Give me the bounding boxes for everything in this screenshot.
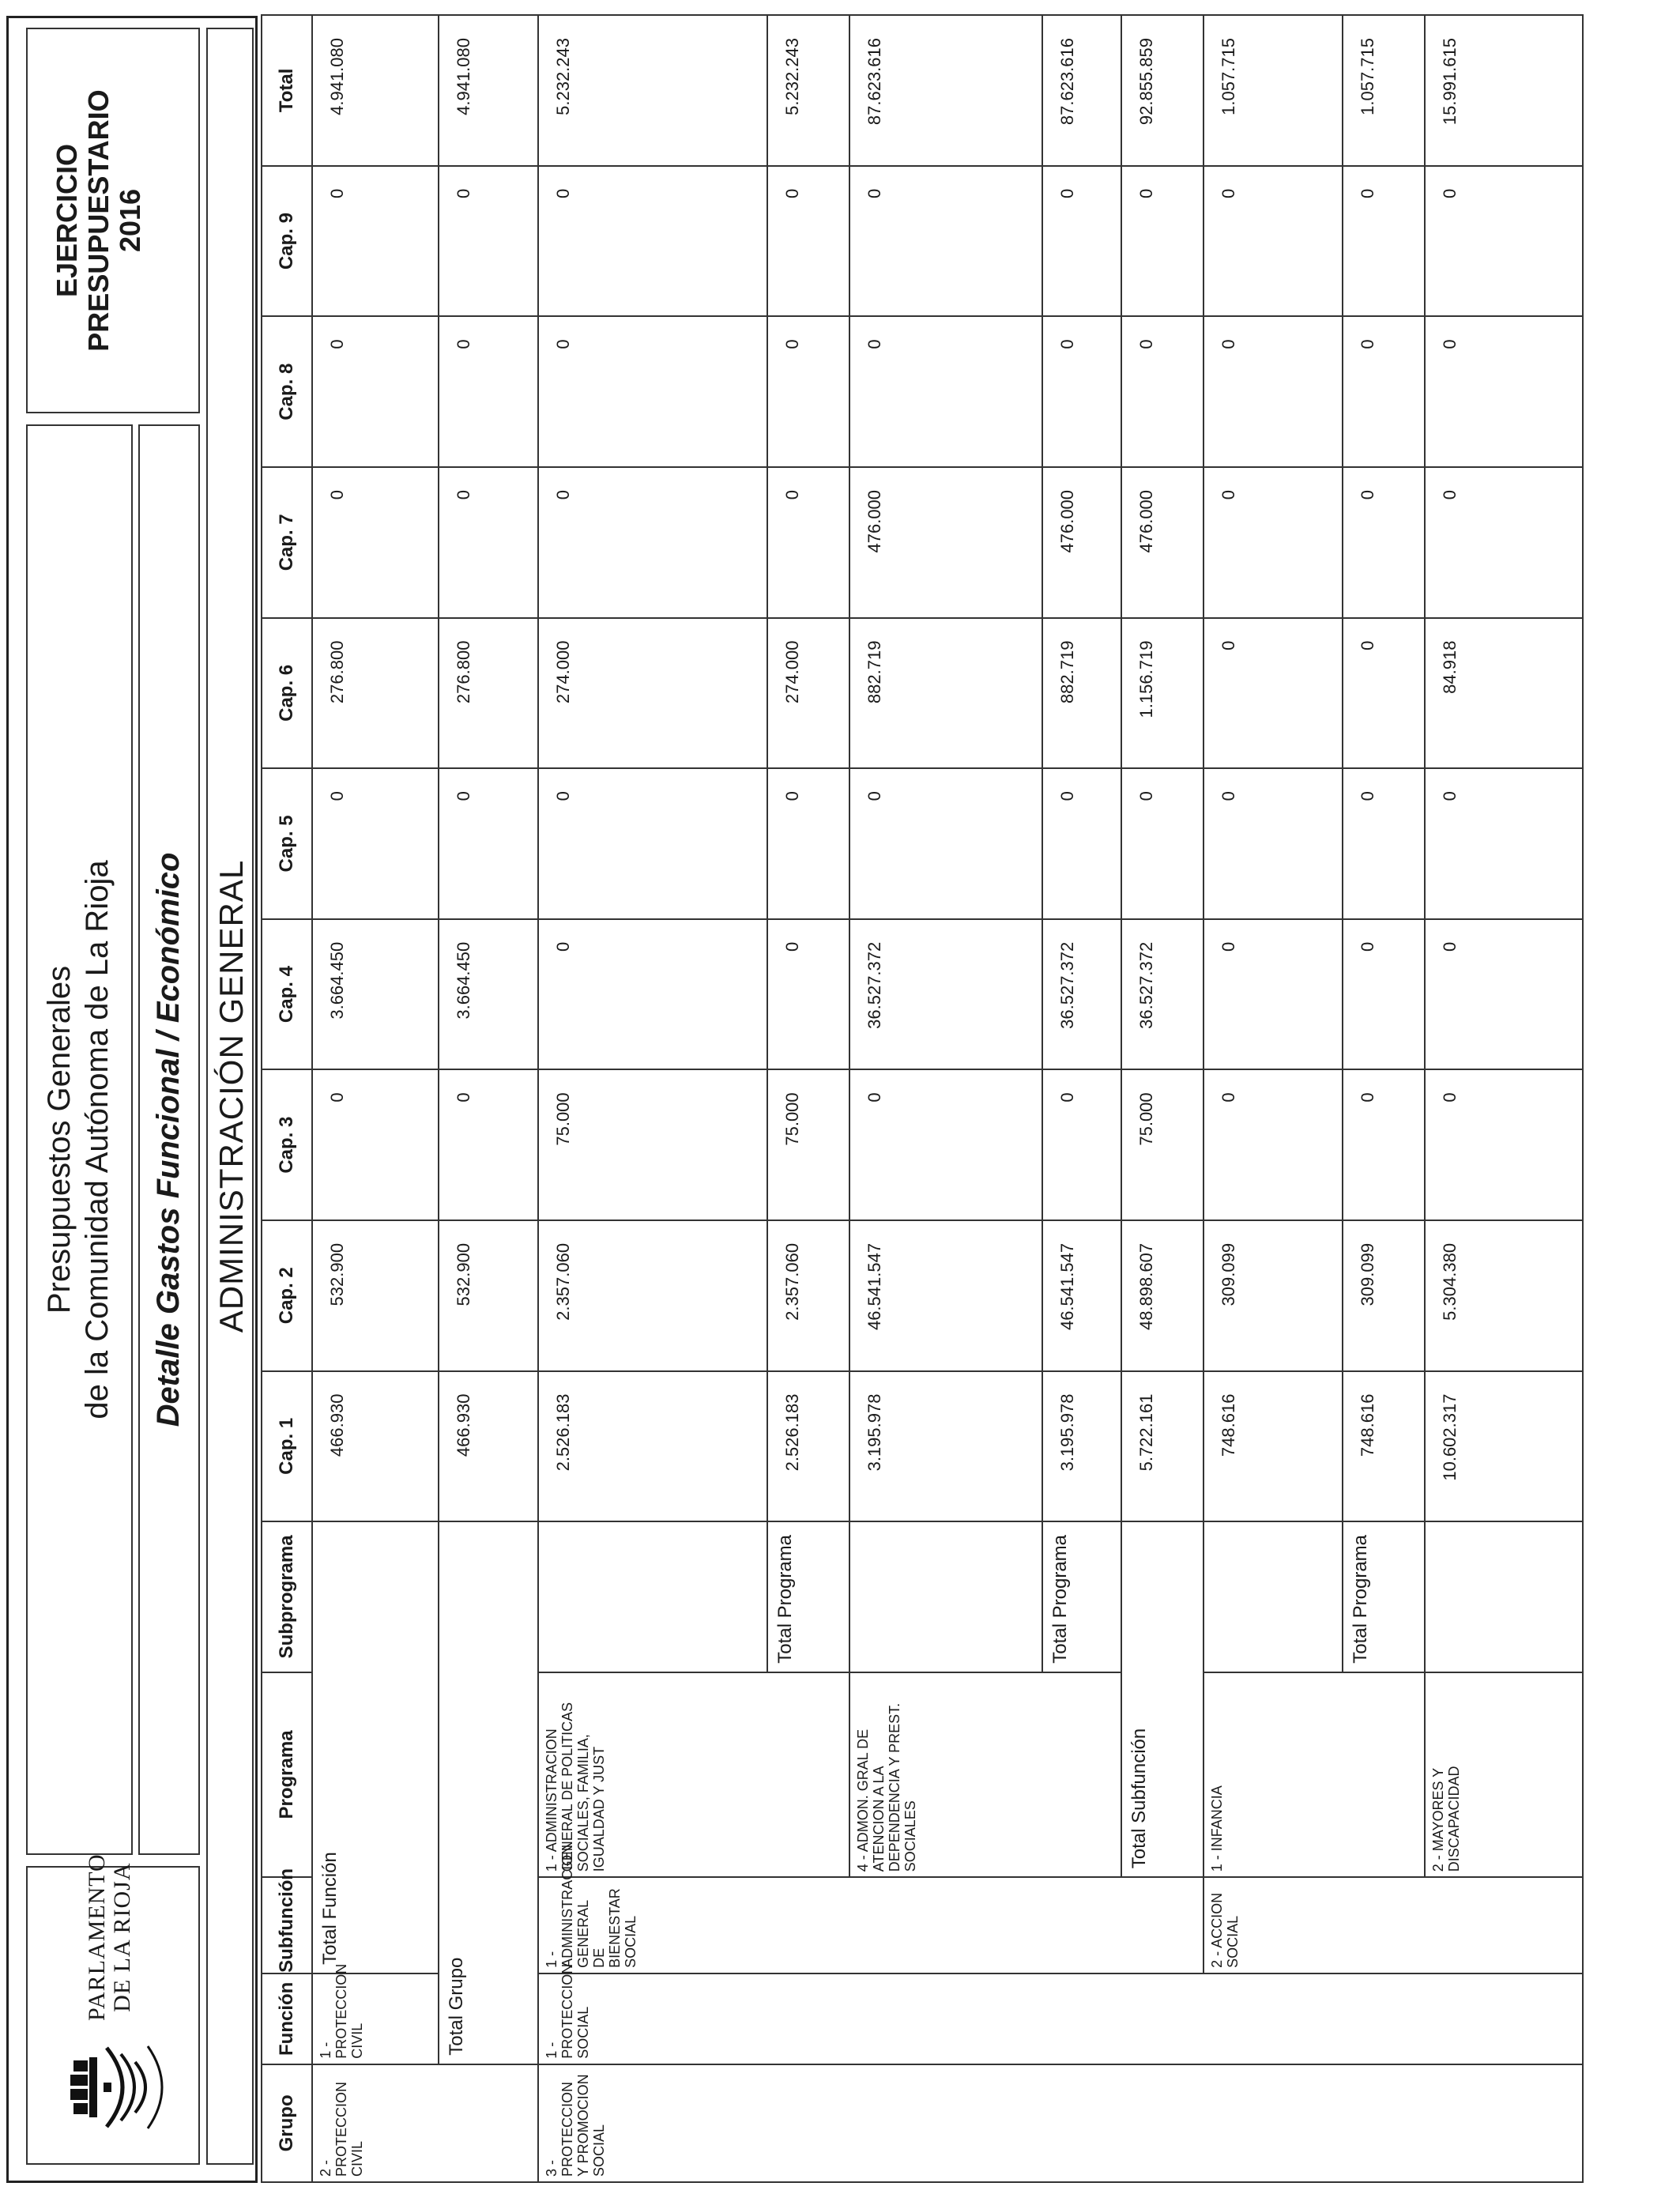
grupo-cell: 3 - PROTECCION Y PROMOCION SOCIAL: [538, 2064, 1583, 2182]
table-row: [312, 15, 439, 2182]
value-cell: 5.304.380: [1425, 1220, 1583, 1371]
value-cell: 466.930: [439, 1371, 538, 1522]
value-cell: 532.900: [439, 1220, 538, 1371]
funcion-cell: 1 - PROTECCION SOCIAL: [538, 1973, 1583, 2064]
value-cell: 0: [312, 1069, 439, 1220]
fiscal-year-panel: [26, 28, 200, 413]
value-cell: 0: [1425, 467, 1583, 618]
col-header: Cap. 5: [262, 768, 312, 919]
value-cell: 36.527.372: [1121, 919, 1203, 1070]
col-header: Cap. 1: [262, 1371, 312, 1522]
value-cell: 0: [312, 166, 439, 317]
value-cell: 0: [312, 768, 439, 919]
col-header: Cap. 8: [262, 316, 312, 467]
value-cell: 0: [1343, 768, 1425, 919]
value-cell: 0: [1343, 467, 1425, 618]
value-cell: 0: [1425, 316, 1583, 467]
value-cell: 882.719: [849, 618, 1042, 769]
title-line-2: de la Comunidad Autónoma de La Rioja: [80, 860, 115, 1419]
col-header: Función: [262, 1973, 312, 2064]
value-cell: 0: [849, 166, 1042, 317]
value-cell: 2.357.060: [538, 1220, 767, 1371]
value-cell: 75.000: [767, 1069, 849, 1220]
programa-cell: 2 - MAYORES Y DISCAPACIDAD: [1425, 1672, 1583, 1878]
col-header: Programa: [262, 1672, 312, 1878]
value-cell: 0: [849, 768, 1042, 919]
value-cell: 36.527.372: [1042, 919, 1121, 1070]
value-cell: 0: [439, 768, 538, 919]
programa-cell: 1 - ADMINISTRACION GENERAL DE POLITICAS SOCIALES, FAMILIA, IGUALDAD Y JUST: [538, 1672, 849, 1878]
col-header: Grupo: [262, 2064, 312, 2182]
value-cell: 0: [1343, 316, 1425, 467]
value-cell: 0: [538, 316, 767, 467]
value-cell: 87.623.616: [1042, 15, 1121, 166]
value-cell: 0: [1343, 919, 1425, 1070]
total-label: Total Programa: [1343, 1521, 1425, 1672]
value-cell: 309.099: [1343, 1220, 1425, 1371]
value-cell: 0: [1343, 1069, 1425, 1220]
col-header: Cap. 9: [262, 166, 312, 317]
value-cell: 46.541.547: [849, 1220, 1042, 1371]
value-cell: 274.000: [538, 618, 767, 769]
value-cell: 276.800: [312, 618, 439, 769]
value-cell: 2.526.183: [538, 1371, 767, 1522]
value-cell: 276.800: [439, 618, 538, 769]
value-cell: 0: [767, 316, 849, 467]
value-cell: 0: [1042, 316, 1121, 467]
value-cell: 36.527.372: [849, 919, 1042, 1070]
table-header-row: [262, 15, 312, 2182]
programa-cell: 1 - INFANCIA: [1203, 1672, 1425, 1878]
table-row: [439, 15, 538, 2182]
value-cell: 466.930: [312, 1371, 439, 1522]
value-cell: 0: [1425, 919, 1583, 1070]
value-cell: 0: [1203, 919, 1343, 1070]
value-cell: 0: [1121, 166, 1203, 317]
value-cell: 0: [1203, 1069, 1343, 1220]
value-cell: 48.898.607: [1121, 1220, 1203, 1371]
value-cell: 0: [767, 166, 849, 317]
value-cell: 0: [1042, 166, 1121, 317]
value-cell: 0: [1425, 166, 1583, 317]
table-row: [1203, 15, 1343, 2182]
logo-panel: [26, 1853, 200, 2165]
value-cell: 3.664.450: [439, 919, 538, 1070]
total-label: Total Programa: [767, 1521, 849, 1672]
value-cell: 1.057.715: [1203, 15, 1343, 166]
value-cell: 1.156.719: [1121, 618, 1203, 769]
document-header: [6, 16, 258, 2183]
value-cell: 532.900: [312, 1220, 439, 1371]
value-cell: 0: [1121, 768, 1203, 919]
value-cell: 0: [1425, 1069, 1583, 1220]
value-cell: 84.918: [1425, 618, 1583, 769]
title-line-1: Presupuestos Generales: [42, 965, 77, 1314]
subprograma-cell: [1203, 1521, 1343, 1672]
value-cell: 0: [1425, 768, 1583, 919]
value-cell: 476.000: [849, 467, 1042, 618]
col-header: Subprograma: [262, 1521, 312, 1672]
value-cell: 0: [538, 166, 767, 317]
value-cell: 46.541.547: [1042, 1220, 1121, 1371]
value-cell: 1.057.715: [1343, 15, 1425, 166]
value-cell: 3.664.450: [312, 919, 439, 1070]
value-cell: 0: [538, 467, 767, 618]
value-cell: 3.195.978: [1042, 1371, 1121, 1522]
value-cell: 0: [439, 1069, 538, 1220]
value-cell: 92.855.859: [1121, 15, 1203, 166]
value-cell: 2.357.060: [767, 1220, 849, 1371]
value-cell: 15.991.615: [1425, 15, 1583, 166]
subprograma-cell: [1425, 1521, 1583, 1672]
value-cell: 476.000: [1121, 467, 1203, 618]
section-title: ADMINISTRACIÓN GENERAL: [213, 859, 250, 1333]
total-label: Total Función: [312, 1521, 439, 1973]
value-cell: 0: [849, 1069, 1042, 1220]
value-cell: 0: [538, 768, 767, 919]
section-panel: [206, 28, 254, 2165]
value-cell: 0: [1042, 1069, 1121, 1220]
value-cell: 75.000: [538, 1069, 767, 1220]
value-cell: 4.941.080: [312, 15, 439, 166]
value-cell: 0: [1203, 467, 1343, 618]
value-cell: 0: [1203, 316, 1343, 467]
total-label: Total Grupo: [439, 1521, 538, 2064]
total-label: Total Subfunción: [1121, 1521, 1203, 1877]
programa-cell: 4 - ADMON. GRAL DE ATENCION A LA DEPENDENCIA Y PREST. SOCIALES: [849, 1672, 1121, 1878]
value-cell: 0: [1343, 618, 1425, 769]
subprograma-cell: [538, 1521, 767, 1672]
table-row: [538, 15, 767, 2182]
value-cell: 309.099: [1203, 1220, 1343, 1371]
grupo-cell: 2 - PROTECCION CIVIL: [312, 2064, 538, 2182]
institution-line-2: DE LA RIOJA: [109, 1862, 135, 2012]
subfuncion-cell: 2 - ACCION SOCIAL: [1203, 1877, 1583, 1973]
value-cell: 0: [1203, 166, 1343, 317]
budget-table: [261, 14, 1584, 2183]
table-row: [1425, 15, 1583, 2182]
table-row: [1121, 15, 1203, 2182]
value-cell: 0: [1042, 768, 1121, 919]
institution-name: [85, 1853, 135, 2021]
value-cell: 0: [312, 467, 439, 618]
value-cell: 476.000: [1042, 467, 1121, 618]
col-header: Cap. 7: [262, 467, 312, 618]
total-label: Total Programa: [1042, 1521, 1121, 1672]
value-cell: 0: [439, 316, 538, 467]
value-cell: 5.232.243: [538, 15, 767, 166]
value-cell: 0: [767, 768, 849, 919]
value-cell: 0: [1203, 618, 1343, 769]
subtitle-panel: [138, 424, 200, 1855]
value-cell: 4.941.080: [439, 15, 538, 166]
ejercicio-line-1: EJERCICIO: [51, 143, 83, 298]
value-cell: 87.623.616: [849, 15, 1042, 166]
value-cell: 0: [849, 316, 1042, 467]
value-cell: 0: [767, 919, 849, 1070]
subtitle: Detalle Gastos Funcional / Económico: [151, 852, 186, 1427]
value-cell: 0: [1203, 768, 1343, 919]
value-cell: 0: [1343, 166, 1425, 317]
title-panel: [26, 424, 133, 1855]
col-header: Cap. 4: [262, 919, 312, 1070]
value-cell: 0: [767, 467, 849, 618]
value-cell: 0: [1121, 316, 1203, 467]
table-row: [849, 15, 1042, 2182]
subprograma-cell: [849, 1521, 1042, 1672]
value-cell: 882.719: [1042, 618, 1121, 769]
value-cell: 5.722.161: [1121, 1371, 1203, 1522]
subfuncion-cell: 1 - ADMINISTRACION GENERAL DE BIENESTAR SOCIAL: [538, 1877, 1203, 1973]
value-cell: 10.602.317: [1425, 1371, 1583, 1522]
col-header: Total: [262, 15, 312, 166]
parliament-crest-icon: [59, 2026, 178, 2144]
value-cell: 0: [439, 166, 538, 317]
ejercicio-year: 2016: [114, 188, 146, 253]
value-cell: 2.526.183: [767, 1371, 849, 1522]
col-header: Cap. 2: [262, 1220, 312, 1371]
value-cell: 748.616: [1203, 1371, 1343, 1522]
col-header: Subfunción: [262, 1877, 312, 1973]
col-header: Cap. 6: [262, 618, 312, 769]
value-cell: 0: [538, 919, 767, 1070]
value-cell: 748.616: [1343, 1371, 1425, 1522]
institution-line-1: PARLAMENTO: [84, 1853, 110, 2021]
col-header: Cap. 3: [262, 1069, 312, 1220]
value-cell: 75.000: [1121, 1069, 1203, 1220]
value-cell: 5.232.243: [767, 15, 849, 166]
ejercicio-line-2: PRESUPUESTARIO: [82, 89, 115, 352]
value-cell: 274.000: [767, 618, 849, 769]
value-cell: 3.195.978: [849, 1371, 1042, 1522]
value-cell: 0: [439, 467, 538, 618]
funcion-cell: 1 - PROTECCION CIVIL: [312, 1973, 439, 2064]
value-cell: 0: [312, 316, 439, 467]
